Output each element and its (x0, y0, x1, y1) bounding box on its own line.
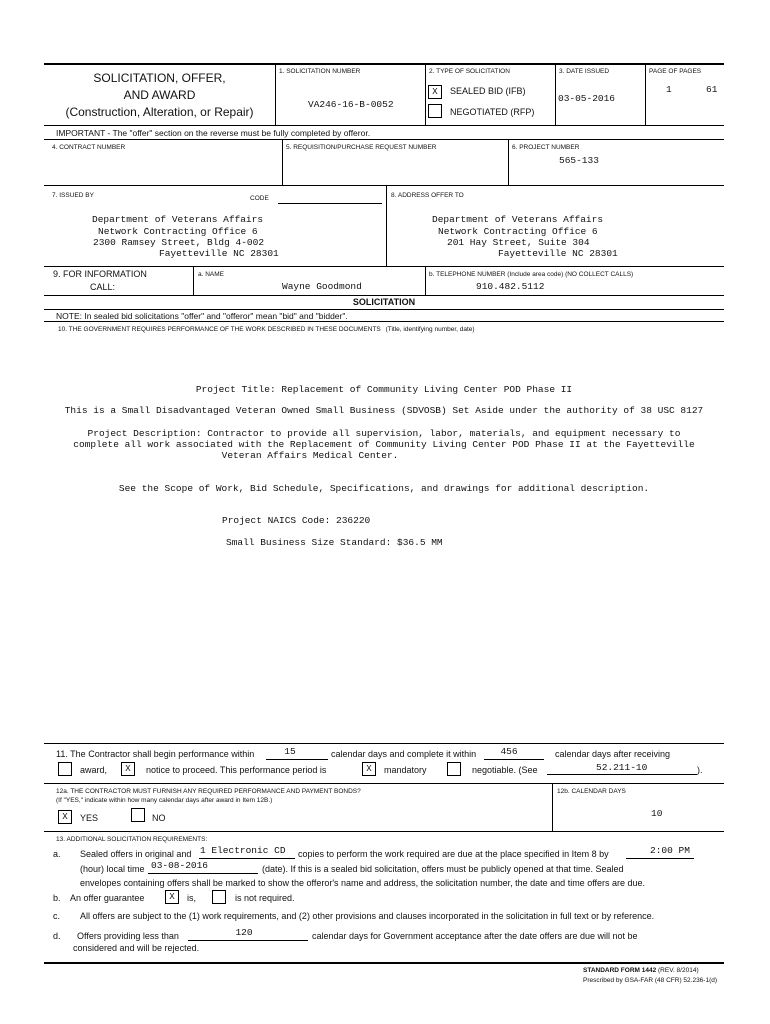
issued-by-line: Fayetteville NC 28301 (159, 248, 279, 259)
item-13a-text: copies to perform the work required are due at the place specified in Item 8 by (298, 849, 609, 859)
project-description-line: Veteran Affairs Medical Center. (221, 450, 399, 461)
type-of-solicitation-label: 2. TYPE OF SOLICITATION (429, 68, 510, 75)
issued-by-label: 7. ISSUED BY (52, 192, 94, 199)
row-line (44, 266, 724, 267)
item-10-text: 10. THE GOVERNMENT REQUIRES PERFORMANCE OF THE WORK DESCRIBED IN THESE DOCUMENTS (58, 326, 381, 333)
see-reference: 52.211-10 (596, 762, 648, 773)
close-paren: ). (697, 765, 703, 775)
code-underline (278, 203, 382, 204)
name-label: a. NAME (198, 271, 225, 278)
divider (555, 63, 556, 125)
address-line: Department of Veterans Affairs (432, 214, 604, 225)
item-13b-letter: b. (53, 893, 61, 903)
item-13b-text: An offer guarantee (70, 893, 145, 903)
item-12a-label: 12a. THE CONTRACTOR MUST FURNISH ANY REQUIRED PERFORMANCE AND PAYMENT BONDS? (56, 788, 361, 795)
prescribed-by: Prescribed by GSA-FAR (48 CFR) 52.236-1(d) (583, 977, 718, 984)
date-issued: 03-05-2016 (558, 93, 616, 104)
form-title-line: SOLICITATION, OFFER, (93, 71, 226, 85)
form-title-line: (Construction, Alteration, or Repair) (65, 105, 254, 119)
project-number: 565-133 (559, 155, 599, 166)
see-reference-underline (547, 774, 697, 775)
row-line (44, 139, 724, 140)
contract-number-label: 4. CONTRACT NUMBER (52, 144, 126, 151)
item-13a-letter: a. (53, 849, 61, 859)
important-note: IMPORTANT - The "offer" section on the reverse must be fully completed by offeror. (56, 128, 371, 138)
bonds-no-checkbox[interactable] (131, 808, 145, 822)
item-13c-text: All offers are subject to the (1) work requirements, and (2) other provisions and clauses incorporated in the solicitation in full text or by reference. (80, 911, 655, 921)
item-13a-text: (date). If this is a sealed bid solicitation, offers must be publicly opened at that time. Sealed (262, 864, 624, 874)
top-border (44, 63, 724, 65)
row-line (44, 321, 724, 322)
row-line (44, 783, 724, 784)
page-of-pages-label: PAGE OF PAGES (649, 68, 702, 75)
requisition-number-label: 5. REQUISITION/PURCHASE REQUEST NUMBER (286, 144, 437, 151)
solicitation-number: VA246-16-B-0052 (308, 99, 394, 110)
guarantee-not-required-label: is not required. (235, 893, 295, 903)
guarantee-is-label: is, (187, 893, 196, 903)
item-13-label: 13. ADDITIONAL SOLICITATION REQUIREMENTS: (56, 836, 208, 843)
item-11-text: calendar days and complete it within (331, 749, 477, 759)
acceptance-days: 120 (235, 927, 253, 938)
item-13d-letter: d. (53, 931, 61, 941)
set-aside-statement: This is a Small Disadvantaged Veteran Owned Small Business (SDVOSB) Set Aside under the authority of 38 USC 8127 (64, 405, 704, 416)
award-checkbox[interactable] (58, 762, 72, 776)
address-line: Network Contracting Office 6 (438, 226, 598, 237)
form-title-line: AND AWARD (123, 88, 196, 102)
divider (275, 63, 276, 125)
form-revision: (REV. 8/2014) (658, 967, 699, 974)
row-line (44, 295, 724, 296)
guarantee-not-required-checkbox[interactable] (212, 890, 226, 904)
address-line: Fayetteville NC 28301 (498, 248, 618, 259)
form-name: STANDARD FORM 1442 (583, 967, 657, 974)
row-line (44, 309, 724, 310)
guarantee-is-checkbox[interactable]: X (165, 890, 179, 904)
item-13a-text: envelopes containing offers shall be marked to show the offeror's name and address, the solicitation number, the date and time offers are due. (80, 878, 646, 888)
for-information-label: 9. FOR INFORMATION (53, 269, 147, 279)
item-12b-label: 12b. CALENDAR DAYS (557, 788, 626, 795)
notice-to-proceed-label: notice to proceed. This performance period is (146, 765, 327, 775)
contact-name: Wayne Goodmond (282, 281, 362, 292)
issued-by-line: Network Contracting Office 6 (98, 226, 258, 237)
begin-days-underline (266, 759, 328, 760)
row-line (44, 185, 724, 186)
bonds-yes-label: YES (80, 813, 99, 823)
mandatory-checkbox[interactable]: X (362, 762, 376, 776)
due-date: 03-08-2016 (151, 860, 209, 871)
telephone-number: 910.482.5112 (476, 281, 545, 292)
project-number-label: 6. PROJECT NUMBER (512, 144, 580, 151)
item-10-subtext: (Title, identifying number, date) (385, 326, 475, 333)
sealed-bid-checkbox[interactable]: X (428, 85, 442, 99)
divider (425, 63, 426, 125)
notice-to-proceed-checkbox[interactable]: X (121, 762, 135, 776)
solicitation-number-label: 1. SOLICITATION NUMBER (279, 68, 361, 75)
item-10-label (58, 326, 475, 333)
date-issued-label: 3. DATE ISSUED (559, 68, 610, 75)
divider (425, 266, 426, 295)
project-description-line: Project Description: Contractor to provide all supervision, labor, materials, and equipment necessary to (87, 428, 681, 439)
copies-underline (199, 858, 295, 859)
call-label: CALL: (90, 282, 116, 292)
sealed-bid-label: SEALED BID (IFB) (450, 86, 526, 96)
bonds-no-label: NO (152, 813, 166, 823)
item-13d-text: calendar days for Government acceptance after the date offers are due will not be (312, 931, 638, 941)
acceptance-days-underline (188, 940, 308, 941)
telephone-label: b. TELEPHONE NUMBER (Include area code) (NO COLLECT CALLS) (429, 271, 634, 278)
copies: 1 Electronic CD (200, 845, 286, 856)
row-line (44, 743, 724, 744)
bid-note: NOTE: In sealed bid solicitations "offer" and "offeror" mean "bid" and "bidder". (56, 311, 348, 321)
divider (193, 266, 194, 295)
time-underline (626, 858, 694, 859)
negotiable-label: negotiable. (See (472, 765, 538, 775)
complete-days: 456 (500, 746, 518, 757)
item-13d-text: Offers providing less than (77, 931, 179, 941)
address-offer-to-label: 8. ADDRESS OFFER TO (391, 192, 464, 199)
item-11-text: calendar days after receiving (555, 749, 671, 759)
calendar-days: 10 (651, 808, 663, 819)
row-line (44, 831, 724, 832)
size-standard: Small Business Size Standard: $36.5 MM (226, 537, 443, 548)
naics-code: Project NAICS Code: 236220 (222, 515, 371, 526)
divider (282, 139, 283, 185)
item-12a-subtext: (If "YES," indicate within how many calendar days after award in Item 12B.) (56, 797, 273, 804)
form-footer (583, 967, 699, 974)
date-underline (148, 873, 258, 874)
item-11-text: 11. The Contractor shall begin performance within (56, 749, 255, 759)
solicitation-heading: SOLICITATION (352, 297, 416, 307)
divider (508, 139, 509, 185)
complete-days-underline (484, 759, 544, 760)
divider (645, 63, 646, 125)
code-label: CODE (250, 195, 269, 202)
due-time: 2:00 PM (650, 845, 690, 856)
project-description-line: complete all work associated with the Replacement of Community Living Center POD Phase II at the Fayetteville (73, 439, 695, 450)
divider (552, 783, 553, 831)
begin-days: 15 (284, 746, 296, 757)
header-bottom-line (44, 125, 724, 126)
scope-note: See the Scope of Work, Bid Schedule, Specifications, and drawings for additional description. (118, 483, 650, 494)
item-13c-letter: c. (53, 911, 61, 921)
issued-by-line: 2300 Ramsey Street, Bldg 4-002 (93, 237, 265, 248)
negotiated-checkbox[interactable] (428, 104, 442, 118)
award-label: award, (80, 765, 108, 775)
negotiable-checkbox[interactable] (447, 762, 461, 776)
negotiated-label: NEGOTIATED (RFP) (450, 107, 535, 117)
issued-by-line: Department of Veterans Affairs (92, 214, 264, 225)
bonds-yes-checkbox[interactable]: X (58, 810, 72, 824)
item-13a-text: Sealed offers in original and (80, 849, 192, 859)
item-13d-text: considered and will be rejected. (73, 943, 200, 953)
item-13a-text: (hour) local time (80, 864, 145, 874)
divider (386, 185, 387, 266)
page-number: 1 (666, 84, 672, 95)
form-title (44, 70, 275, 121)
address-line: 201 Hay Street, Suite 304 (447, 237, 590, 248)
mandatory-label: mandatory (384, 765, 427, 775)
bottom-border (44, 962, 724, 964)
total-pages: 61 (706, 84, 718, 95)
project-title: Project Title: Replacement of Community Living Center POD Phase II (195, 384, 573, 395)
